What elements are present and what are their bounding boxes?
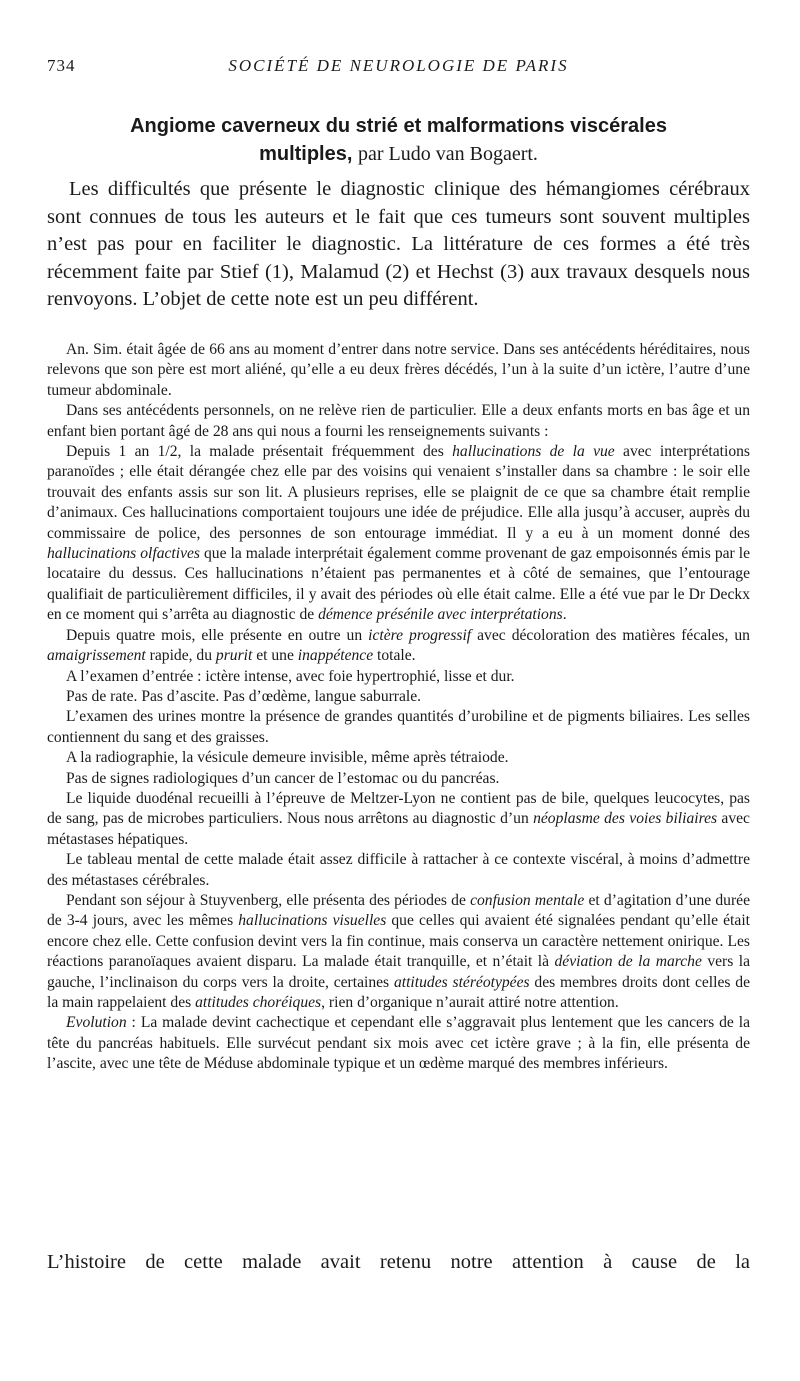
paragraph-text: avec métastases hépatiques.: [47, 810, 750, 848]
body-paragraph: [47, 626, 750, 667]
closing-line: L’histoire de cette malade avait retenu notre attention à cause de la: [47, 1251, 750, 1273]
italic-term: inappétence: [297, 647, 374, 665]
paragraph-text: Pendant son séjour à Stuyvenberg, elle présenta des périodes de: [66, 891, 471, 909]
byline: par Ludo van Bogaert.: [357, 143, 538, 165]
paragraph-text: avec interprétations paranoïdes ; elle était dérangée chez elle par des voisins qui venaient s’installer dans sa chambre : le soir elle trouvait des enfants assis sur son lit. A plusieurs reprises, elle se plaignit de ce que sa chambre était remplie d’animaux. Ces hallucinations comportaient toujours une idée de préjudice. Elle alla jusqu’à accuser, auprès du commissaire de police, des personnes de son entourage immédiat. Il y a eu à un moment donné des: [47, 443, 750, 542]
paragraph-text: et d’agitation d’une durée de 3-4 jours, avec les mêmes: [47, 891, 750, 930]
italic-term: néoplasme des voies biliaires: [533, 810, 718, 828]
paragraph-text: Le tableau mental de cette malade était assez difficile à rattacher à ce contexte viscéral, à moins d’admettre des métastases cérébrales.: [47, 851, 750, 889]
running-header: [47, 56, 750, 78]
italic-term: hallucinations olfactives: [47, 545, 200, 563]
paragraph-text: A l’examen d’entrée : ictère intense, avec foie hypertrophié, lisse et dur.: [66, 667, 515, 685]
paragraph-text: et une: [252, 647, 298, 665]
italic-term: confusion mentale: [470, 891, 585, 909]
italic-term: hallucinations visuelles: [238, 912, 387, 930]
paragraph-text: Pas de signes radiologiques d’un cancer de l’estomac ou du pancréas.: [66, 769, 500, 787]
paragraph-text: Le liquide duodénal recueilli à l’épreuve de Meltzer-Lyon ne contient pas de bile, quelques leucocytes, pas de sang, pas de microbes particuliers. Nous nous arrêtons au diagnostic d’un: [47, 789, 750, 828]
italic-term: ictère progressif: [368, 626, 472, 644]
lead-text: Les difficultés que présente le diagnostic clinique des hémangiomes cérébraux sont connues de tous les auteurs et le fait que ces tumeurs sont souvent multiples n’est pas pour en faciliter le diagnostic. La littérature de ces formes a été très récemment faite par Stief (1), Malamud (2) et Hechst (3) aux travaux desquels nous renvoyons. L’objet de cette note est un peu différent.: [47, 178, 750, 311]
paragraph-text: .: [562, 606, 567, 624]
paragraph-text: rapide, du: [145, 647, 216, 665]
italic-term: attitudes choréiques: [195, 994, 322, 1011]
paragraph-text: Pas de rate. Pas d’ascite. Pas d’œdème, langue saburrale.: [66, 687, 422, 705]
article-title: [47, 112, 750, 168]
paragraph-text: Dans ses antécédents personnels, on ne relève rien de particulier. Elle a deux enfants morts en bas âge et un enfant bien portant âgé de 28 ans qui nous a fourni les renseignements suivants :: [47, 402, 750, 440]
title-line-2-text: multiples,: [259, 143, 353, 165]
paragraph-text: totale.: [373, 647, 416, 665]
italic-term: déviation de la marche: [554, 953, 702, 971]
italic-term: amaigrissement: [47, 647, 146, 665]
body-paragraph: [47, 789, 750, 850]
title-line-2: [47, 140, 750, 168]
body-paragraph: [47, 891, 750, 1013]
paragraph-text: des membres droits dont celles de la main rappelaient des: [47, 973, 751, 1011]
paragraph-text: Depuis 1 an 1/2, la malade présentait fréquemment des: [66, 443, 453, 461]
body-paragraph: [47, 687, 750, 707]
paragraph-text: An. Sim. était âgée de 66 ans au moment d’entrer dans notre service. Dans ses antécédents héréditaires, nous relevons que son père est mort aliéné, qu’elle a eu deux frères décédés, l’un à la suite d’un ictère, l’autre d’une tumeur abdominale.: [47, 341, 750, 399]
paragraph-text: que celles qui avaient été signalées pendant qu’elle était encore chez elle. Cette confusion devint vers la fin continue, mais conserva un caractère nettement onirique. Les réactions paranoïaques avaient disparu. La malade était tranquille, et n’était là: [47, 912, 750, 971]
body-paragraph: [47, 769, 750, 789]
body-paragraph: [47, 748, 750, 768]
body-paragraph: [47, 707, 750, 748]
body-paragraph: [47, 667, 750, 687]
lead-paragraph: [47, 176, 750, 314]
paragraph-text: , rien d’organique n’aurait attiré notre attention.: [321, 994, 619, 1011]
body-paragraph: [47, 1013, 750, 1074]
paragraph-text: vers la gauche, l’inclinaison du corps vers la droite, certaines: [47, 953, 751, 991]
paragraph-text: avec décoloration des matières fécales, un: [471, 626, 750, 644]
running-title: SOCIÉTÉ DE NEUROLOGIE DE PARIS: [228, 56, 569, 75]
body-paragraph: [47, 340, 750, 401]
body-paragraph: [47, 442, 750, 626]
page-number: 734: [47, 56, 76, 75]
paragraph-text: que la malade interprétait également comme provenant de gaz empoisonnés émis par le locataire du dessus. Ces hallucinations n’étaient pas permanentes et à côté de semaines, que l’entourage qualifiait de particulièrement difficiles, il y avait des périodes où elle était calme. Elle a été vue par le Dr Deckx en ce moment qui s’arrêta au diagnostic de: [47, 545, 750, 624]
title-line-1: Angiome caverneux du strié et malformations viscérales: [130, 115, 667, 137]
italic-term: attitudes stéréotypées: [393, 973, 530, 991]
paragraph-text: Depuis quatre mois, elle présente en outre un: [66, 626, 369, 644]
italic-term: hallucinations de la vue: [452, 443, 615, 461]
paragraph-text: A la radiographie, la vésicule demeure invisible, même après tétraiode.: [66, 749, 509, 767]
italic-term: démence présénile avec interprétations: [318, 606, 563, 624]
italic-term: Evolution: [66, 1014, 127, 1032]
italic-term: prurit: [215, 647, 253, 665]
body-paragraph: [47, 401, 750, 442]
body-paragraph: [47, 850, 750, 891]
paragraph-text: L’examen des urines montre la présence de grandes quantités d’urobiline et de pigments biliaires. Les selles contiennent du sang et des graisses.: [47, 708, 750, 746]
paragraph-text: : La malade devint cachectique et cependant elle s’aggravait plus lentement que les cancers de la tête du pancréas habituels. Elle survécut pendant six mois avec cet ictère grave ; à la fin, elle présenta de l’ascite, avec une tête de Méduse abdominale typique et un œdème marqué des membres inférieurs.: [47, 1014, 750, 1073]
case-report-body: [47, 340, 750, 1075]
